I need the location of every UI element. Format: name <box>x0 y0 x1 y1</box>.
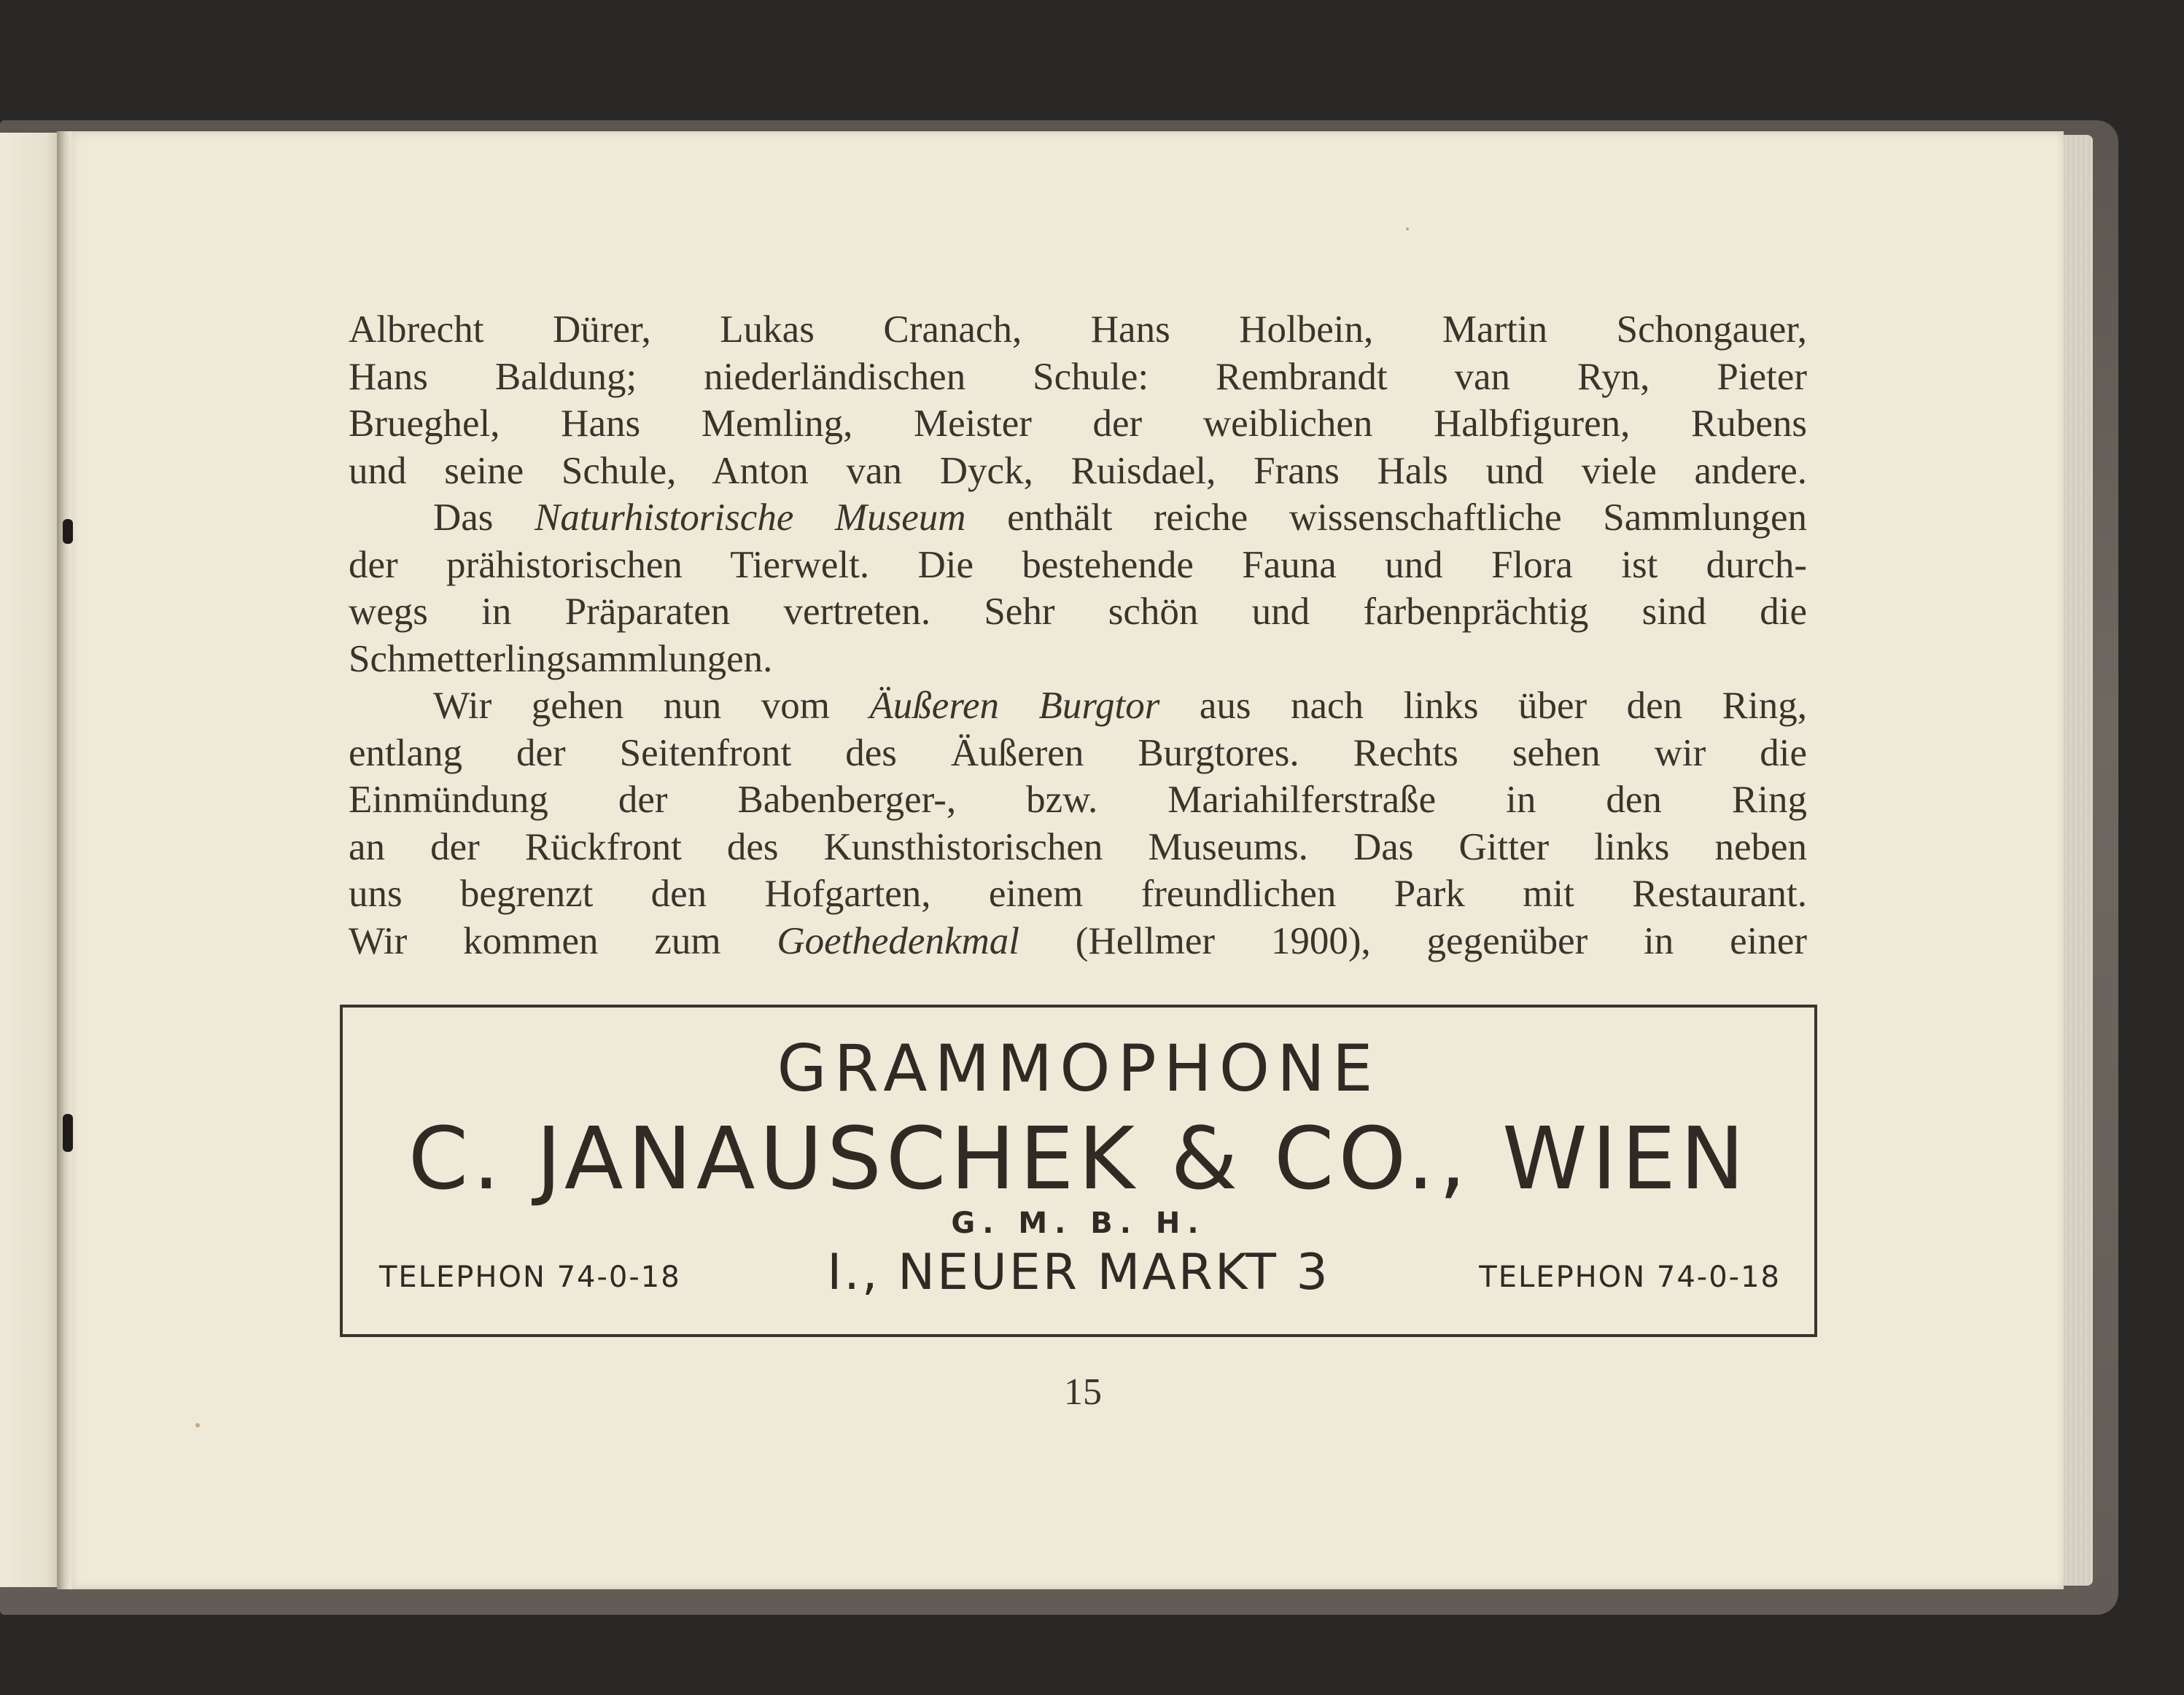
left-facing-page <box>0 133 66 1587</box>
text-line: Hans Baldung; niederländischen Schule: Rembrandt van Ryn, Pieter <box>349 355 1807 398</box>
text-line: Wir kommen zum Goethedenkmal (Hellmer 1900), gegenüber in einer <box>349 919 1807 962</box>
advertisement-box <box>340 1005 1817 1337</box>
ad-company-name: C. JANAUSCHEK & CO., WIEN <box>408 1108 1749 1209</box>
binding-mark <box>63 1114 73 1152</box>
body-text <box>349 306 1807 965</box>
page-gutter <box>57 131 71 1589</box>
text-line: Einmündung der Babenberger-, bzw. Mariahilferstraße in den Ring <box>349 779 1807 821</box>
paper-speck <box>195 1423 200 1427</box>
text-line: Das Naturhistorische Museum enthält reiche wissenschaftliche Sammlungen <box>433 496 1807 539</box>
text-line: der prähistorischen Tierwelt. Die bestehende Fauna und Flora ist durch- <box>349 543 1807 586</box>
text-line: Wir gehen nun vom Äußeren Burgtor aus nach links über den Ring, <box>433 685 1807 727</box>
text-line: an der Rückfront des Kunsthistorischen Museums. Das Gitter links neben <box>349 825 1807 868</box>
text-line: Albrecht Dürer, Lukas Cranach, Hans Holbein, Martin Schongauer, <box>349 308 1807 351</box>
text-line: und seine Schule, Anton van Dyck, Ruisdael, Frans Hals und viele andere. <box>349 449 1807 492</box>
paper-speck <box>1406 227 1409 230</box>
ad-telephone-right: TELEPHON 74-0-18 <box>1479 1260 1781 1294</box>
text-line: entlang der Seitenfront des Äußeren Burgtores. Rechts sehen wir die <box>349 731 1807 774</box>
monument-name-italic: Goethedenkmal <box>777 919 1019 962</box>
binding-mark <box>63 519 73 544</box>
page-number: 15 <box>1064 1371 1102 1413</box>
text-line: uns begrenzt den Hofgarten, einem freundlichen Park mit Restaurant. <box>349 873 1807 915</box>
text-line: Schmetterlingsammlungen. <box>349 637 773 680</box>
ad-legal-form: G. M. B. H. <box>951 1207 1206 1240</box>
text-line: Brueghel, Hans Memling, Meister der weiblichen Halbfiguren, Rubens <box>349 402 1807 445</box>
landmark-name-italic: Äußeren Burgtor <box>869 685 1160 727</box>
ad-address: I., NEUER MARKT 3 <box>827 1244 1330 1301</box>
text-line: wegs in Präparaten vertreten. Sehr schön und farbenprächtig sind die <box>349 591 1807 633</box>
ad-headline: GRAMMOPHONE <box>777 1031 1380 1106</box>
museum-name-italic: Naturhistorische Museum <box>535 496 966 539</box>
ad-telephone-left: TELEPHON 74-0-18 <box>379 1260 681 1294</box>
